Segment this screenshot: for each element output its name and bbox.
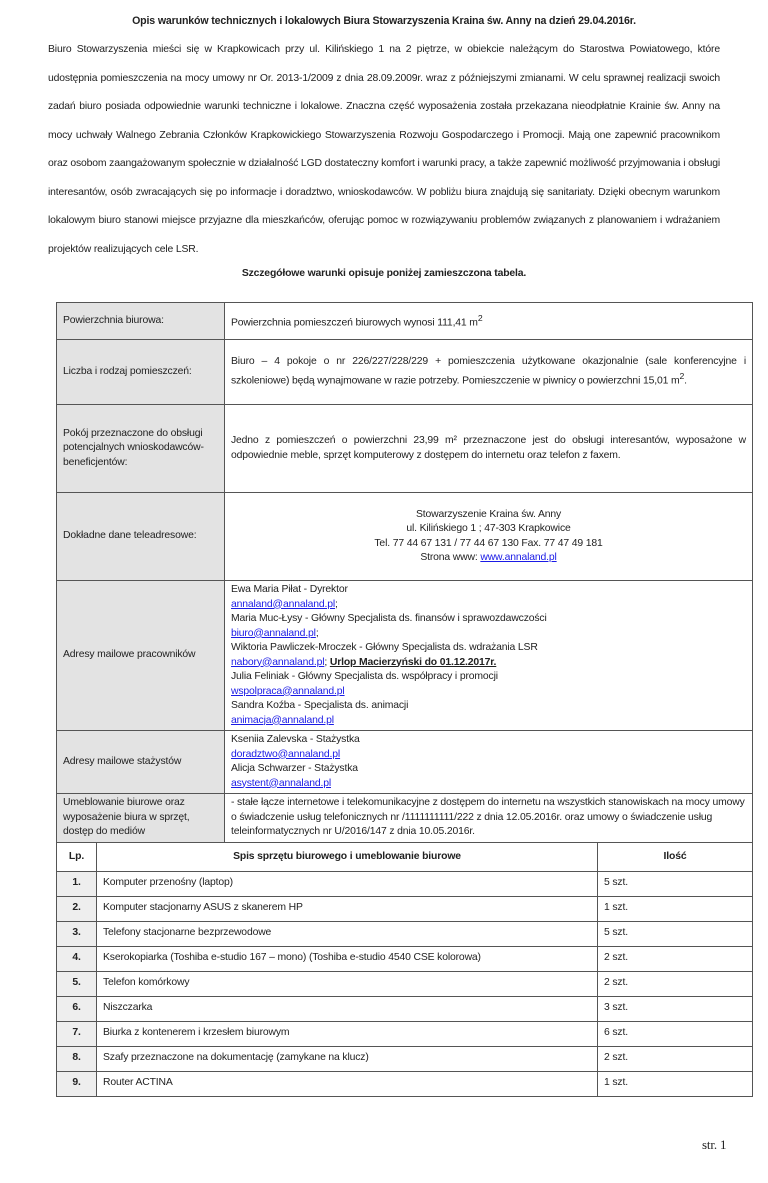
office-info-table (56, 302, 753, 843)
staff-email-link[interactable]: annaland@annaland.pl (231, 598, 336, 610)
equipment-qty: 1 szt. (598, 896, 753, 921)
staff-email-link[interactable]: animacja@annaland.pl (231, 714, 334, 726)
equipment-qty: 2 szt. (598, 946, 753, 971)
separator: ; (315, 627, 319, 639)
equipment-item: Telefony stacjonarne bezprzewodowe (97, 921, 598, 946)
equipment-item: Router ACTINA (97, 1071, 598, 1096)
equipment-row (57, 971, 753, 996)
equipment-lp: 1. (57, 871, 97, 896)
equipment-qty: 5 szt. (598, 921, 753, 946)
staff-name: Ewa Maria Piłat - Dyrektor (231, 584, 348, 595)
www-label: Strona www: (420, 552, 481, 563)
equipment-item: Komputer stacjonarny ASUS z skanerem HP (97, 896, 598, 921)
equipment-qty: 1 szt. (598, 1071, 753, 1096)
media-label: Umeblowanie biurowe oraz wyposażenie biura w sprzęt, dostęp do mediów (57, 794, 225, 843)
staff-email-link[interactable]: nabory@annaland.pl (231, 656, 325, 668)
intern-name: Alicja Schwarzer - Stażystka (231, 763, 358, 774)
intro-paragraph: Biuro Stowarzyszenia mieści się w Krapkowicach przy ul. Kilińskiego 1 na 2 piętrze, w obiekcie należącym do Starostwa Powiatowego, które udostępnia pomieszczenia na mocy umowy nr Or. 2013-1/2009 z dnia 28.09.2009r. wraz z późniejszymi zmianami. W celu sprawnej realizacji swoich zadań biuro posiada odpowiednie warunki techniczne i lokalowe. Znaczna część wyposażenia została przekazana nieodpłatnie Krainie św. Anny na mocy uchwały Walnego Zebrania Członków Krapkowickiego Stowarzyszenia Rozwoju Gospodarczego i Promocji. Mają one zapewnić pracownikom oraz osobom zaangażowanym społecznie w działalność LGD dostateczny komfort i warunki pracy, a także zapewnić możliwość przyjmowania i obsługi interesantów, osób zwracających się po informacje i doradztwo, wnioskodawców. W pobliżu biura znajdują się sanitariaty. Dzięki obecnym warunkom lokalowym biuro stanowi miejsce przyjazne dla mieszkańców, oferując pomoc w rozwiązywaniu problemów związanych z planowaniem i wdrażaniem projektów realizujących cele LSR. (48, 44, 720, 255)
rooms-label: Liczba i rodzaj pomieszczeń: (57, 340, 225, 405)
contact-label: Dokładne dane teleadresowe: (57, 493, 225, 581)
equipment-header (57, 842, 753, 871)
contact-address: ul. Kilińskiego 1 ; 47-303 Krapkowice (406, 523, 571, 534)
interns-label: Adresy mailowe stażystów (57, 731, 225, 794)
contact-www (231, 551, 746, 566)
staff-name: Sandra Koźba - Specjalista ds. animacji (231, 700, 409, 711)
staff-list (225, 581, 753, 731)
staff-name: Julia Feliniak - Główny Specjalista ds. współpracy i promocji (231, 671, 498, 682)
equipment-row (57, 946, 753, 971)
row-media (57, 794, 753, 843)
staff-name: Wiktoria Pawliczek-Mroczek - Główny Specjalista ds. wdrażania LSR (231, 642, 538, 653)
separator: ; (335, 598, 338, 610)
rooms-text: Biuro – 4 pokoje o nr 226/227/228/229 + pomieszczenia użytkowane okazjonalnie (sale konferencyjne i szkoleniowe) będą wynajmowane w razie potrzeby. Pomieszczenie w piwnicy o powierzchni 15,01 m (231, 355, 746, 387)
header-item: Spis sprzętu biurowego i umeblowanie biurowe (97, 842, 598, 871)
equipment-row (57, 1071, 753, 1096)
row-contact (57, 493, 753, 581)
document-title: Opis warunków technicznych i lokalowych Biura Stowarzyszenia Kraina św. Anny na dzień 29.04.2016r. (132, 15, 636, 27)
table-caption: Szczegółowe warunki opisuje poniżej zamieszczona tabela. (241, 268, 527, 279)
contact-value (225, 493, 753, 581)
area-label: Powierzchnia biurowa: (57, 303, 225, 340)
equipment-qty: 3 szt. (598, 996, 753, 1021)
equipment-qty: 5 szt. (598, 871, 753, 896)
equipment-row (57, 896, 753, 921)
header-lp: Lp. (57, 842, 97, 871)
contact-phone: Tel. 77 44 67 131 / 77 44 67 130 Fax. 77 47 49 181 (374, 537, 603, 549)
row-interns (57, 731, 753, 794)
intern-email-link[interactable]: doradztwo@annaland.pl (231, 748, 341, 760)
page-number: str. 1 (702, 1136, 727, 1152)
equipment-lp: 3. (57, 921, 97, 946)
staff-email-link[interactable]: biuro@annaland.pl (231, 627, 316, 639)
area-text: Powierzchnia pomieszczeń biurowych wynosi 111,41 m (231, 317, 478, 329)
superscript: 2 (477, 313, 483, 324)
equipment-item: Szafy przeznaczone na dokumentację (zamykane na klucz) (97, 1046, 598, 1071)
separator: ; (324, 656, 330, 668)
equipment-lp: 7. (57, 1021, 97, 1046)
staff-label: Adresy mailowe pracowników (57, 581, 225, 731)
equipment-qty: 2 szt. (598, 1046, 753, 1071)
row-rooms (57, 340, 753, 405)
equipment-qty: 2 szt. (598, 971, 753, 996)
website-link[interactable]: www.annaland.pl (480, 552, 557, 563)
client-room-label: Pokój przeznaczone do obsługi potencjalnych wnioskodawców-beneficjentów: (57, 405, 225, 493)
row-client-room (57, 405, 753, 493)
area-value (225, 303, 753, 340)
equipment-lp: 8. (57, 1046, 97, 1071)
intern-name: Kseniia Zalevska - Stażystka (231, 734, 360, 745)
row-area (57, 303, 753, 340)
equipment-lp: 4. (57, 946, 97, 971)
interns-list (225, 731, 753, 794)
media-value: - stałe łącze internetowe i telekomunikacyjne z dostępem do internetu na wszystkich stanowiskach na mocy umowy o świadczenie usług telefonicznych nr /1111111111/222 z dnia 12.05.2016r. oraz umowy o świadczenie usług teleinformatycznych nr U/2016/147 z dnia 10.05.2016r. (225, 794, 753, 843)
rooms-value: Biuro – 4 pokoje o nr 226/227/228/229 + pomieszczenia użytkowane okazjonalnie (sale konferencyjne i szkoleniowe) będą wynajmowane w razie potrzeby. Pomieszczenie w piwnicy o powierzchni 15,01 $m^2$. (225, 340, 753, 405)
equipment-row (57, 1021, 753, 1046)
equipment-item: Biurka z kontenerem i krzesłem biurowym (97, 1021, 598, 1046)
client-room-value: Jedno z pomieszczeń o powierzchni 23,99 m² przeznaczone jest do obsługi interesantów, wyposażone w odpowiednie meble, sprzęt komputerowy z dostępem do internetu oraz telefon z faxem. (225, 405, 753, 493)
equipment-row (57, 921, 753, 946)
equipment-item: Niszczarka (97, 996, 598, 1021)
equipment-lp: 2. (57, 896, 97, 921)
equipment-item: Komputer przenośny (laptop) (97, 871, 598, 896)
header-qty: Ilość (598, 842, 753, 871)
equipment-lp: 5. (57, 971, 97, 996)
row-staff (57, 581, 753, 731)
equipment-row (57, 871, 753, 896)
equipment-table (56, 842, 753, 1097)
staff-email-link[interactable]: wspolpraca@annaland.pl (231, 685, 345, 697)
staff-name: Maria Muc-Łysy - Główny Specjalista ds. finansów i sprawozdawczości (231, 613, 547, 624)
equipment-row (57, 996, 753, 1021)
equipment-item: Kserokopiarka (Toshiba e-studio 167 – mono) (Toshiba e-studio 4540 CSE kolorowa) (97, 946, 598, 971)
superscript: 2 (679, 371, 685, 382)
intern-email-link[interactable]: asystent@annaland.pl (231, 777, 331, 789)
contact-name: Stowarzyszenie Kraina św. Anny (415, 508, 562, 520)
equipment-qty: 6 szt. (598, 1021, 753, 1046)
equipment-lp: 6. (57, 996, 97, 1021)
equipment-row (57, 1046, 753, 1071)
equipment-lp: 9. (57, 1071, 97, 1096)
leave-note: Urlop Macierzyński do 01.12.2017r. (329, 656, 497, 668)
equipment-item: Telefon komórkowy (97, 971, 598, 996)
